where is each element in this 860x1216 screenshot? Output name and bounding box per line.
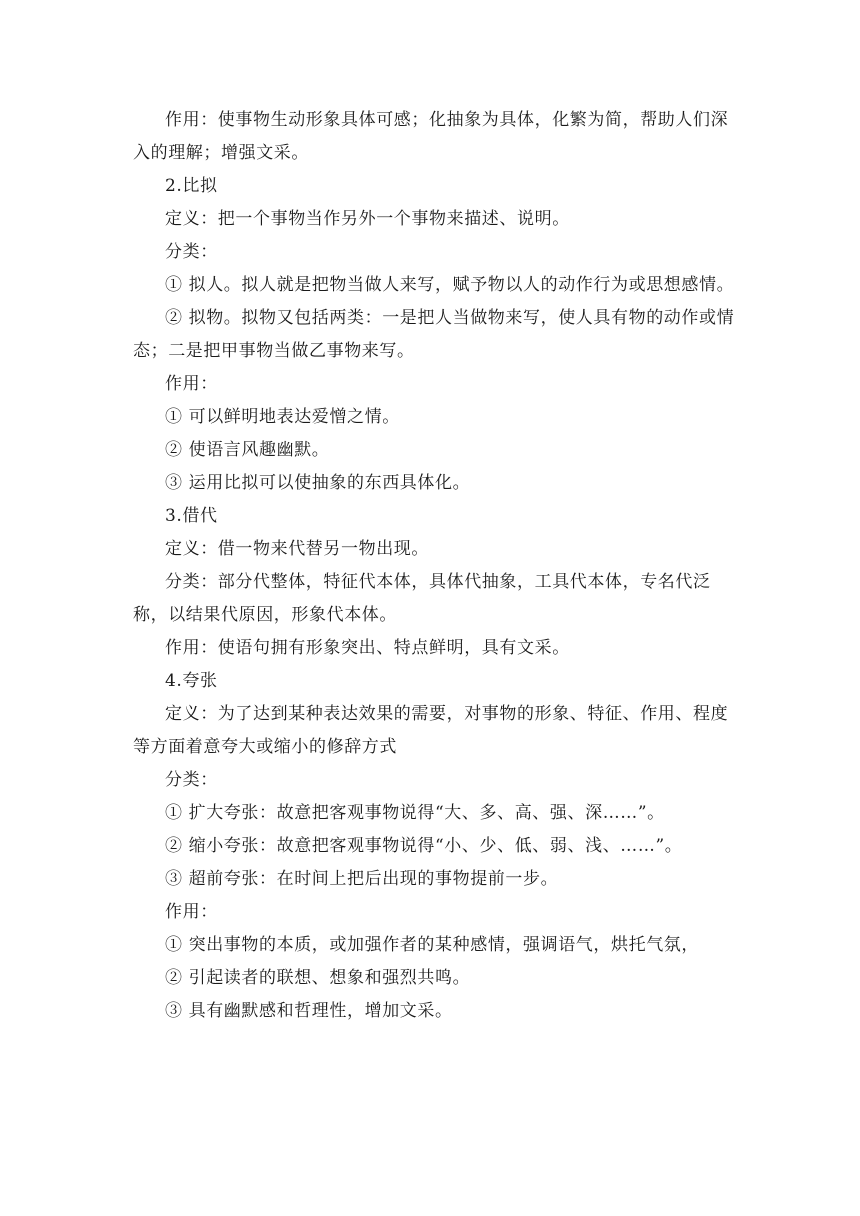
paragraph-line: 作用：: [165, 902, 218, 922]
paragraph-line: 入的理解；增强文采。: [133, 143, 309, 163]
paragraph-line: 作用：使事物生动形象具体可感；化抽象为具体，化繁为简，帮助人们深: [165, 110, 729, 130]
list-item: ① 突出事物的本质，或加强作者的某种感情，强调语气，烘托气氛，: [165, 935, 700, 955]
list-item: ② 使语言风趣幽默。: [165, 440, 330, 460]
list-item: ② 缩小夸张：故意把客观事物说得“小、少、低、弱、浅、……”。: [165, 836, 683, 856]
section-heading: 2.比拟: [165, 176, 218, 196]
paragraph-line: 称，以结果代原因，形象代本体。: [133, 605, 397, 625]
paragraph-line: 态；二是把甲事物当做乙事物来写。: [133, 341, 415, 361]
list-item: ① 拟人。拟人就是把物当做人来写，赋予物以人的动作行为或思想感情。: [165, 275, 735, 295]
paragraph-line: 分类：: [165, 242, 218, 262]
list-item: ③ 具有幽默感和哲理性，增加文采。: [165, 1001, 453, 1021]
document-page: [133, 108, 735, 1032]
paragraph-line: 定义：借一物来代替另一物出现。: [165, 539, 429, 559]
paragraph-line: 分类：: [165, 770, 218, 790]
paragraph-line: 定义：为了达到某种表达效果的需要，对事物的形象、特征、作用、程度: [165, 704, 729, 724]
paragraph-line: 等方面着意夸大或缩小的修辞方式: [133, 737, 397, 757]
paragraph-line: 作用：: [165, 374, 218, 394]
paragraph-line: 分类：部分代整体，特征代本体，具体代抽象，工具代本体，专名代泛: [165, 572, 711, 592]
list-item: ② 拟物。拟物又包括两类：一是把人当做物来写，使人具有物的动作或情: [165, 308, 735, 328]
list-item: ① 可以鲜明地表达爱憎之情。: [165, 407, 400, 427]
list-item: ③ 超前夸张：在时间上把后出现的事物提前一步。: [165, 869, 559, 889]
section-heading: 3.借代: [165, 506, 218, 526]
paragraph-line: 作用：使语句拥有形象突出、特点鲜明，具有文采。: [165, 638, 570, 658]
paragraph-line: 定义：把一个事物当作另外一个事物来描述、说明。: [165, 209, 570, 229]
section-heading: 4.夸张: [165, 671, 218, 691]
list-item: ① 扩大夸张：故意把客观事物说得“大、多、高、强、深……”。: [165, 803, 665, 823]
list-item: ③ 运用比拟可以使抽象的东西具体化。: [165, 473, 471, 493]
list-item: ② 引起读者的联想、想象和强烈共鸣。: [165, 968, 471, 988]
